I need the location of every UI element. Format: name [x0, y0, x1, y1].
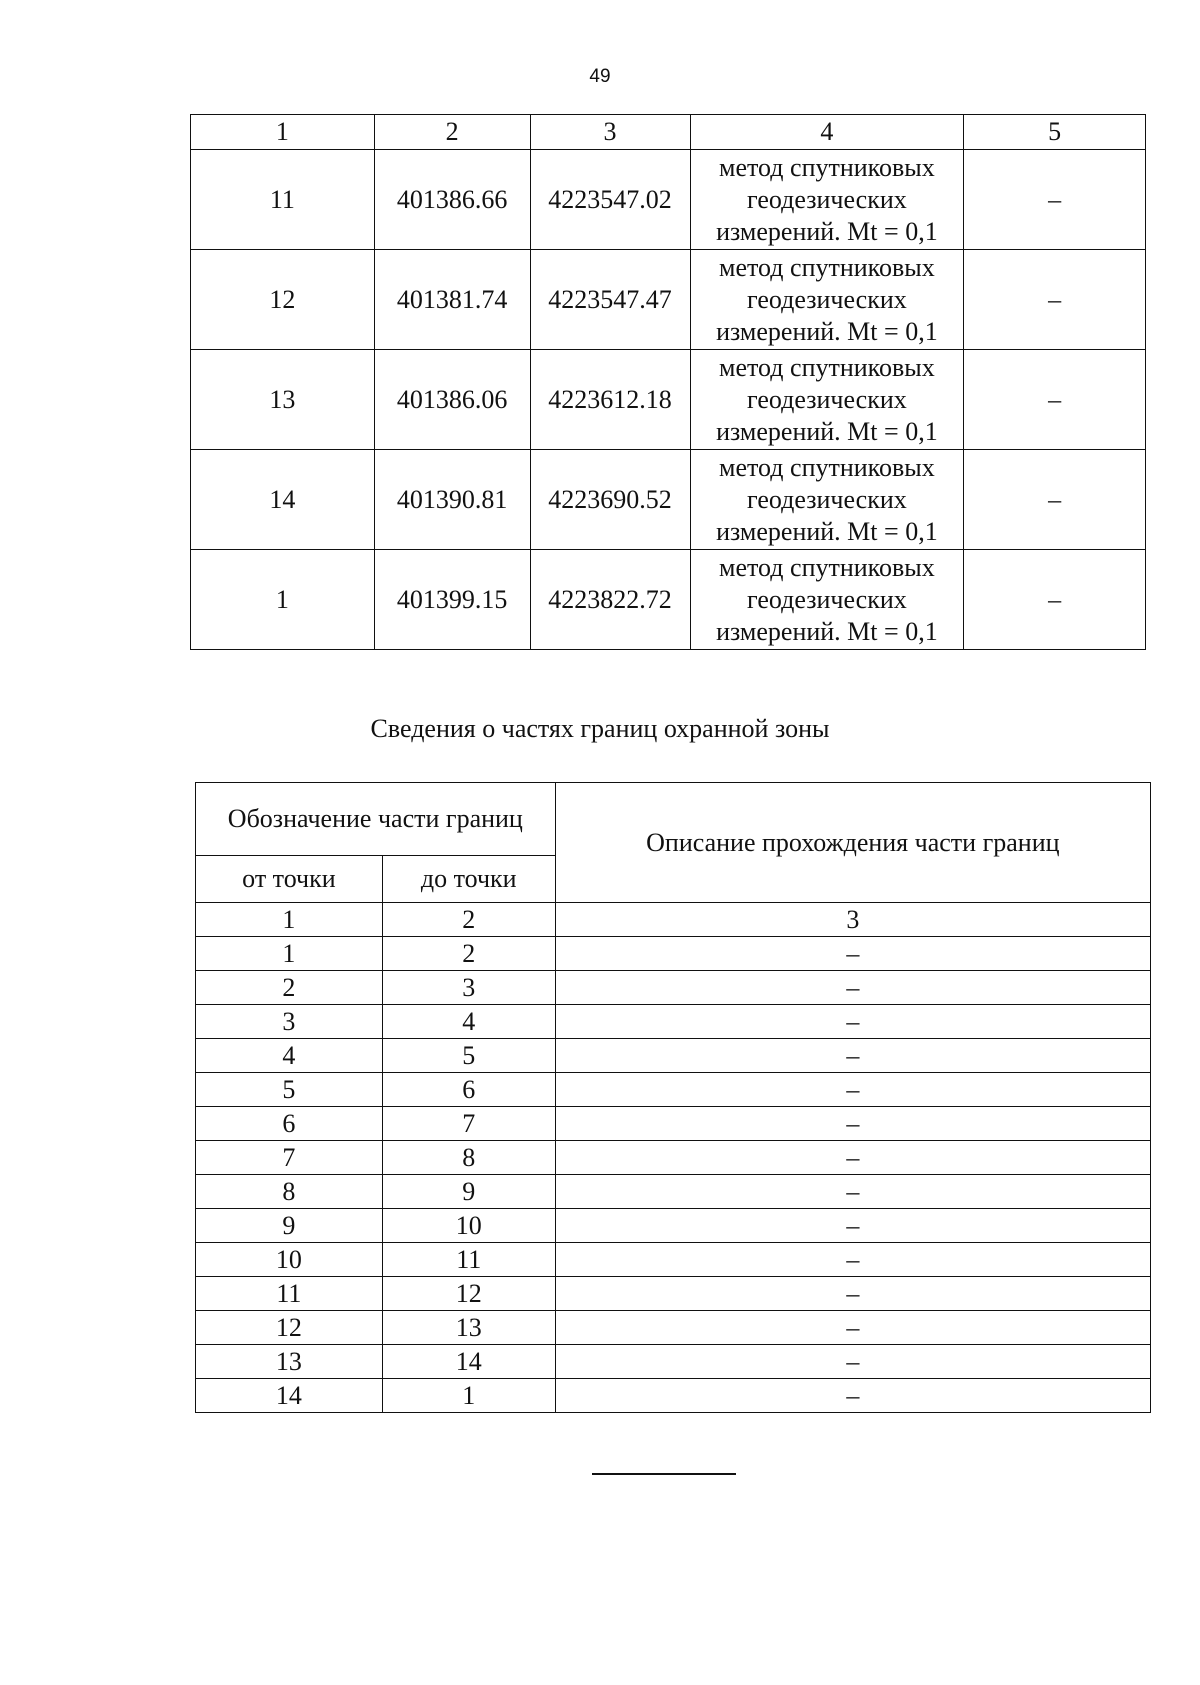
end-of-page-rule — [592, 1473, 736, 1475]
description-cell: – — [555, 1005, 1150, 1039]
to-point-cell: 4 — [382, 1005, 555, 1039]
method-line: геодезических — [747, 484, 907, 514]
method-line: измерений. Mt = 0,1 — [716, 516, 938, 546]
column-number-1: 1 — [191, 115, 375, 150]
to-point-header: до точки — [382, 856, 555, 903]
method-line: измерений. Mt = 0,1 — [716, 616, 938, 646]
table-row — [196, 1209, 1151, 1243]
y-coordinate-cell: 4223547.47 — [530, 250, 690, 350]
column-number-3: 3 — [530, 115, 690, 150]
parts-column-number-2: 2 — [382, 903, 555, 937]
method-line: геодезических — [747, 284, 907, 314]
method-line: геодезических — [747, 384, 907, 414]
table-row — [191, 550, 1146, 650]
from-point-cell: 3 — [196, 1005, 383, 1039]
method-line: метод спутниковых — [719, 152, 935, 182]
column-number-2: 2 — [374, 115, 530, 150]
table-row — [196, 1277, 1151, 1311]
x-coordinate-cell: 401386.66 — [374, 150, 530, 250]
from-point-cell: 12 — [196, 1311, 383, 1345]
y-coordinate-cell: 4223547.02 — [530, 150, 690, 250]
table-row — [196, 1243, 1151, 1277]
description-cell: – — [555, 1039, 1150, 1073]
table-row — [196, 1073, 1151, 1107]
y-coordinate-cell: 4223822.72 — [530, 550, 690, 650]
table-row — [196, 1005, 1151, 1039]
table-row — [196, 1107, 1151, 1141]
description-cell: – — [555, 1345, 1150, 1379]
to-point-cell: 14 — [382, 1345, 555, 1379]
table-row — [196, 1175, 1151, 1209]
to-point-cell: 6 — [382, 1073, 555, 1107]
method-line: метод спутниковых — [719, 452, 935, 482]
boundary-parts-table — [195, 782, 1151, 1413]
table-row — [196, 1039, 1151, 1073]
x-coordinate-cell: 401381.74 — [374, 250, 530, 350]
coordinates-header-row — [191, 115, 1146, 150]
column-number-4: 4 — [690, 115, 964, 150]
x-coordinate-cell: 401390.81 — [374, 450, 530, 550]
description-cell: – — [555, 1107, 1150, 1141]
note-cell: – — [964, 550, 1146, 650]
from-point-cell: 6 — [196, 1107, 383, 1141]
method-cell — [690, 150, 964, 250]
table-row — [191, 350, 1146, 450]
description-cell: – — [555, 1073, 1150, 1107]
method-cell — [690, 450, 964, 550]
parts-column-number-1: 1 — [196, 903, 383, 937]
from-point-header: от точки — [196, 856, 383, 903]
description-cell: – — [555, 1175, 1150, 1209]
x-coordinate-cell: 401399.15 — [374, 550, 530, 650]
note-cell: – — [964, 250, 1146, 350]
method-line: метод спутниковых — [719, 252, 935, 282]
to-point-cell: 11 — [382, 1243, 555, 1277]
parts-column-number-3: 3 — [555, 903, 1150, 937]
from-point-cell: 8 — [196, 1175, 383, 1209]
method-line: геодезических — [747, 584, 907, 614]
description-cell: – — [555, 1311, 1150, 1345]
point-number-cell: 14 — [191, 450, 375, 550]
from-point-cell: 1 — [196, 937, 383, 971]
table-row — [196, 1379, 1151, 1413]
section-title: Сведения о частях границ охранной зоны — [370, 714, 830, 743]
method-line: измерений. Mt = 0,1 — [716, 216, 938, 246]
description-cell: – — [555, 1379, 1150, 1413]
description-cell: – — [555, 937, 1150, 971]
to-point-cell: 10 — [382, 1209, 555, 1243]
method-line: метод спутниковых — [719, 552, 935, 582]
table-row — [191, 450, 1146, 550]
note-cell: – — [964, 150, 1146, 250]
to-point-cell: 3 — [382, 971, 555, 1005]
point-number-cell: 11 — [191, 150, 375, 250]
from-point-cell: 4 — [196, 1039, 383, 1073]
table-row — [191, 150, 1146, 250]
y-coordinate-cell: 4223612.18 — [530, 350, 690, 450]
page-number: 49 — [589, 66, 611, 87]
from-point-cell: 10 — [196, 1243, 383, 1277]
from-point-cell: 7 — [196, 1141, 383, 1175]
to-point-cell: 9 — [382, 1175, 555, 1209]
to-point-cell: 8 — [382, 1141, 555, 1175]
to-point-cell: 5 — [382, 1039, 555, 1073]
point-number-cell: 13 — [191, 350, 375, 450]
boundary-parts-table-body — [196, 783, 1151, 1413]
to-point-cell: 1 — [382, 1379, 555, 1413]
parts-header-row-1 — [196, 783, 1151, 856]
from-point-cell: 5 — [196, 1073, 383, 1107]
description-cell: – — [555, 1209, 1150, 1243]
to-point-cell: 2 — [382, 937, 555, 971]
table-row — [196, 1345, 1151, 1379]
point-number-cell: 1 — [191, 550, 375, 650]
description-cell: – — [555, 1243, 1150, 1277]
method-line: измерений. Mt = 0,1 — [716, 416, 938, 446]
description-cell: – — [555, 971, 1150, 1005]
column-number-5: 5 — [964, 115, 1146, 150]
coordinates-table — [190, 114, 1146, 650]
method-line: метод спутниковых — [719, 352, 935, 382]
from-point-cell: 14 — [196, 1379, 383, 1413]
to-point-cell: 13 — [382, 1311, 555, 1345]
to-point-cell: 7 — [382, 1107, 555, 1141]
to-point-cell: 12 — [382, 1277, 555, 1311]
point-number-cell: 12 — [191, 250, 375, 350]
table-row — [196, 971, 1151, 1005]
description-header: Описание прохождения части границ — [555, 783, 1150, 903]
from-point-cell: 13 — [196, 1345, 383, 1379]
coordinates-table-body — [191, 115, 1146, 650]
description-cell: – — [555, 1141, 1150, 1175]
method-line: геодезических — [747, 184, 907, 214]
y-coordinate-cell: 4223690.52 — [530, 450, 690, 550]
x-coordinate-cell: 401386.06 — [374, 350, 530, 450]
note-cell: – — [964, 450, 1146, 550]
from-point-cell: 11 — [196, 1277, 383, 1311]
table-row — [191, 250, 1146, 350]
designation-header: Обозначение части границ — [196, 783, 556, 856]
method-cell — [690, 550, 964, 650]
method-cell — [690, 350, 964, 450]
from-point-cell: 2 — [196, 971, 383, 1005]
table-row — [196, 1141, 1151, 1175]
method-line: измерений. Mt = 0,1 — [716, 316, 938, 346]
method-cell — [690, 250, 964, 350]
from-point-cell: 9 — [196, 1209, 383, 1243]
parts-column-numbers-row — [196, 903, 1151, 937]
description-cell: – — [555, 1277, 1150, 1311]
table-row — [196, 937, 1151, 971]
table-row — [196, 1311, 1151, 1345]
note-cell: – — [964, 350, 1146, 450]
